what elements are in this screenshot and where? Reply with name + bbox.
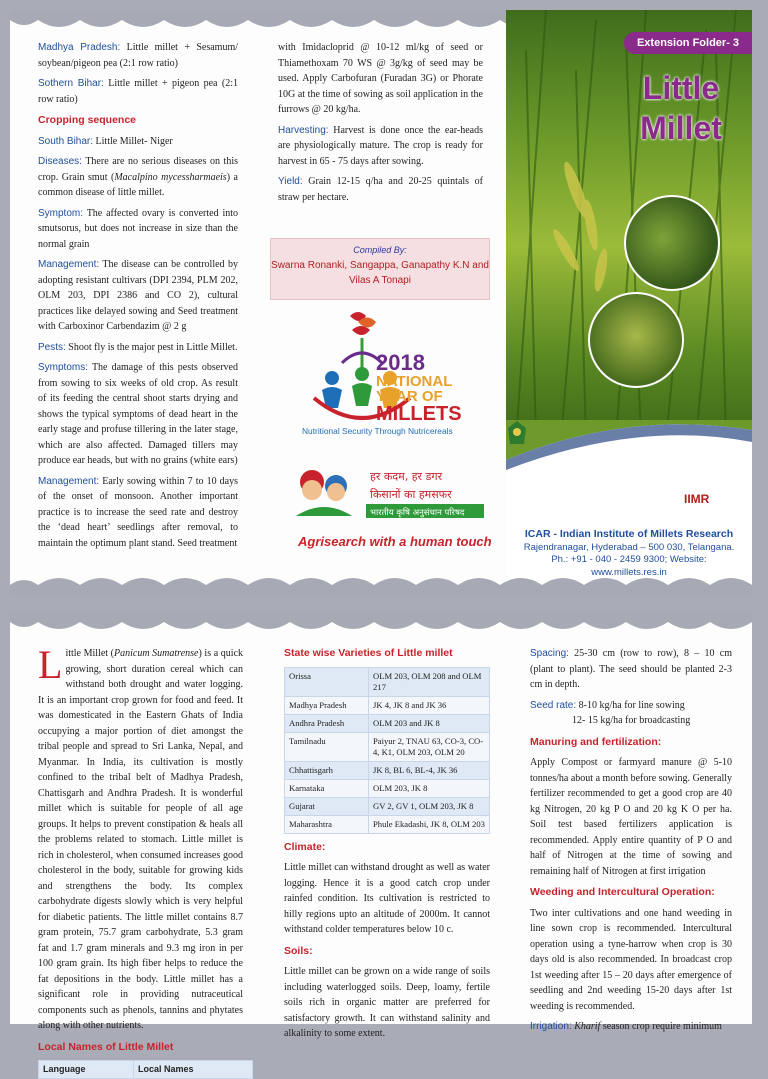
iimr-logo: IIMR: [684, 492, 710, 506]
table-row: [285, 667, 490, 696]
logo-year: 2018: [376, 350, 425, 375]
intro-italic: Panicum Sumatrense: [114, 648, 199, 659]
variety-names: JK 8, BL 6, BL-4, JK 36: [369, 761, 490, 779]
hindi-line-1: हर कदम, हर डगर: [370, 470, 443, 483]
table-row: [39, 1061, 253, 1079]
table-row: [285, 696, 490, 714]
label-madhya-pradesh: Madhya Pradesh:: [38, 42, 121, 53]
heading-weeding: Weeding and Intercultural Operation:: [530, 886, 715, 898]
variety-names: OLM 203, OLM 208 and OLM 217: [369, 667, 490, 696]
variety-state: Maharashtra: [285, 815, 369, 833]
text-soils: Little millet can be grown on a wide range of soils including waterlogged soils. Deep, loamy, fertile soils rich in organic matter are preferred for satisfactory growth. It can withstand salinity and alkalinity to some extent.: [284, 966, 490, 1039]
variety-names: JK 4, JK 8 and JK 36: [369, 696, 490, 714]
table-row: [285, 797, 490, 815]
compilers-names: Swarna Ronanki, Sangappa, Ganapathy K.N and Vilas A Tonapi: [271, 260, 489, 286]
institute-website[interactable]: www.millets.res.in: [591, 566, 667, 578]
text-spacing: 25-30 cm (row to row), 8 – 10 cm (plant to plant). The seed should be planted 2-3 cm in depth.: [530, 648, 732, 690]
national-year-of-millets-logo: [292, 308, 482, 438]
label-management-2: Management:: [38, 475, 100, 487]
text-climate: Little millet can withstand drought as well as water logging. Hence it is a good catch crop under rainfed condition. Its cultivation is restricted to hilly regions upto an altitude of 2000m. It cannot withstand colder temperatures below 10 c.: [284, 862, 490, 935]
variety-state: Tamilnadu: [285, 732, 369, 761]
text-symptoms: The damage of this pests observed from sowing to six weeks of old crop. As result of its feeding the central shoot starts drying and shows the typical symptoms of dead heart in the early stage and profuse tillering in the later stage, which are also affected. Damaged tillers may produce ear heads, but with no grains (white ears): [38, 362, 238, 466]
heading-manuring: Manuring and fertilization:: [530, 735, 662, 748]
heading-soils: Soils:: [284, 944, 313, 957]
label-management: Management:: [38, 259, 100, 270]
local-names-table: [38, 1060, 253, 1079]
icar-emblem-icon: [506, 420, 528, 446]
variety-state: Orissa: [285, 667, 369, 696]
label-diseases: Diseases:: [38, 156, 82, 167]
table-row: [285, 815, 490, 833]
text-seed-rate-2: 12- 15 kg/ha for broadcasting: [572, 715, 691, 726]
variety-state: Karnataka: [285, 779, 369, 797]
extension-folder-badge: Extension Folder- 3: [624, 32, 752, 54]
hindi-line-3: भारतीय कृषि अनुसंधान परिषद: [370, 508, 465, 518]
table-row: [285, 714, 490, 732]
label-spacing: Spacing:: [530, 648, 569, 659]
wave-border-top-inner: [10, 612, 752, 640]
icar-agrisearch-logo: [288, 460, 492, 560]
hindi-line-2: किसानों का हमसफर: [370, 488, 452, 501]
institute-name: ICAR - Indian Institute of Millets Research: [524, 528, 734, 540]
label-pests: Pests:: [38, 341, 66, 353]
cover-title: [616, 68, 746, 148]
table-row: [285, 779, 490, 797]
text-madhya-pradesh: Little millet + Sesamum/ soybean/pigeon pea (2:1 row ratio): [38, 42, 238, 69]
label-seed-rate: Seed rate:: [530, 699, 577, 711]
variety-names: OLM 203 and JK 8: [369, 714, 490, 732]
agrisearch-graphic: [288, 460, 492, 560]
local-col-names: Local Names: [133, 1061, 252, 1079]
heading-climate: Climate:: [284, 840, 326, 853]
logo-line3: MILLETS: [376, 403, 462, 425]
logo-line1: NATIONAL: [376, 373, 453, 390]
variety-names: Phule Ekadashi, JK 8, OLM 203: [369, 815, 490, 833]
text-yield: Grain 12-15 q/ha and 20-25 quintals of straw per hectare.: [278, 176, 483, 203]
text-irrigation-italic: Kharif: [571, 1021, 601, 1032]
compiled-by-box: [270, 238, 490, 300]
label-symptom: Symptom:: [38, 207, 84, 219]
heading-cropping-sequence: Cropping sequence: [38, 114, 137, 126]
text-diseases-2: ) a common disease of little millet.: [38, 171, 238, 198]
variety-state: Gujarat: [285, 797, 369, 815]
compiled-by-label: Compiled By:: [353, 245, 407, 255]
text-symptom: The affected ovary is converted into smutsorus, but does not increase in size than the normal grain: [38, 207, 238, 250]
label-south-bihar: South Bihar:: [38, 135, 94, 147]
text-south-bihar: Little Millet- Niger: [93, 135, 173, 147]
dropcap-letter: L: [38, 642, 63, 687]
bottom-column-2: [284, 646, 490, 1047]
label-southern-bihar: Sothern Bihar:: [38, 78, 104, 89]
wave-border-bottom: [10, 567, 752, 595]
text-management: The disease can be controlled by adopting resistant cultivars (DPI 2394, PLM 202, OLM 203, DPI 2386 and CO 2), cultural practices like delayed sowing and Seed treatment with Carboxinor Carbendazim @ 2 g: [38, 259, 238, 332]
millets-logo-graphic: [292, 308, 482, 438]
top-column-1: [38, 40, 238, 556]
variety-names: Paiyur 2, TNAU 63, CO-3, CO-4, K1, OLM 203, OLM 20: [369, 732, 490, 761]
variety-names: OLM 203, JK 8: [369, 779, 490, 797]
text-seed-rate-1: 8-10 kg/ha for line sowing: [576, 699, 685, 711]
text-southern-bihar: Little millet + pigeon pea (2:1 row ratio): [38, 78, 238, 105]
heading-local-names: Local Names of Little Millet: [38, 1040, 174, 1053]
inset-photo-2: [588, 292, 684, 388]
text-manuring: Apply Compost or farmyard manure @ 5-10 tonnes/ha about a month before sowing. Generally fertilizer recommended to get a good crop are 40 kg Nitrogen, 20 kg P O and 20 kg K O per ha. Soil test based fertilizers application is recommended. Apply entire quantity of P O and half of Nitrogen at the time of sowing and remaining half of Nitrogen at first irrigation: [530, 757, 732, 877]
agrisearch-tagline: Agrisearch with a human touch: [298, 534, 492, 549]
label-harvesting: Harvesting:: [278, 124, 329, 136]
bottom-column-1: [38, 642, 244, 1079]
logo-line2: YEAR OF: [376, 388, 443, 405]
variety-state: Andhra Pradesh: [285, 714, 369, 732]
text-weeding: Two inter cultivations and one hand weeding in line sown crop is recommended. Intercultural operation using a tyne-harrow when crop is 30 days old is also recommended. In broadcast crop 1st weeding after 15 – 20 days after emergence of seedling and 2nd weeding 15-20 days after 1st weeding is recommended.: [530, 907, 732, 1012]
table-row: [285, 761, 490, 779]
logo-tagline: Nutritional Security Through Nutricereals: [302, 426, 453, 436]
intro-text-1: ittle Millet (: [65, 648, 115, 659]
brochure-outer-sheet: [10, 10, 752, 595]
varieties-table: [284, 667, 490, 834]
variety-names: GV 2, GV 1, OLM 203, JK 8: [369, 797, 490, 815]
title-line-1: Little: [642, 70, 720, 106]
text-diseases-1: There are no serious diseases on this crop. Grain smut (: [38, 156, 238, 183]
variety-state: Madhya Pradesh: [285, 696, 369, 714]
local-col-language: Language: [39, 1061, 134, 1079]
text-irrigation: season crop require minimum: [600, 1021, 722, 1032]
brochure-inner-sheet: [10, 612, 752, 1074]
label-irrigation: Irrigation:: [530, 1021, 572, 1032]
heading-varieties: State wise Varieties of Little millet: [284, 647, 453, 659]
text-pests: Shoot fly is the major pest in Little Millet.: [65, 341, 238, 353]
table-row: [285, 732, 490, 761]
variety-state: Chhattisgarh: [285, 761, 369, 779]
inset-photo-1: [624, 195, 720, 291]
title-line-2: Millet: [640, 110, 722, 146]
cover-panel: [506, 10, 752, 595]
bottom-column-3: [530, 646, 732, 1040]
institute-phone: Ph.: +91 - 040 - 2459 9300; Website:: [551, 554, 707, 565]
text-harvesting: Harvest is done once the ear-heads are physiologically mature. The crop is ready for harvest in 65 - 75 days after sowing.: [278, 124, 483, 167]
top-column-2: [278, 40, 483, 210]
intro-text-2: ) is a quick growing, short duration cereal which can withstand both drought and water logging. It is an important crop grown for food and feed. It was domesticated in the Eastern Ghats of India occupying a major portion of diet amongst the tribal people and spread to Sri Lanka, Nepal, and Myanmar. In India, its cultivation is mostly confined to the tribal belt of Madhya Pradesh, Chattisgarh and Andhra Pradesh. It is wonderful millet which is suitable for people of all age groups. It helps to prevent constipation & heals all the problems related to stomach. Little millet is rich in cholesterol, when consumed increases good cholesterol in the body, suitable for growing kids and strengthens the body. Its complex carbohydrate digests slowly which is very helpful for diabetic patients. The little millet contains 8.7 gram protein, 75.7 gram carbohydrate, 5.3 gram fat and 1.7 gram minerals and 9.3 mg iron in per 100 gram grain. Its high fiber helps to reduce the fat depositions in the body. Little millet has a significant role in providing nutraceutical components such as phenols, tannins and phytates along with other nutrients.: [38, 648, 244, 1031]
institute-address: Rajendranagar, Hyderabad – 500 030, Telangana.: [523, 541, 735, 553]
cover-swoosh: [506, 420, 752, 480]
text-management-2: Early sowing within 7 to 10 days of the onset of monsoon. Another important practice is to increase the seed rate and destroy the ‘dead heart’ seedlings after removal, to maintain the optimum plant stand. Seed treatment: [38, 475, 238, 549]
label-symptoms: Symptoms:: [38, 362, 89, 373]
millet-field-photo: [506, 10, 752, 440]
label-yield: Yield:: [278, 176, 303, 187]
text-diseases-italic: Macalpino mycessharmaeis: [114, 171, 227, 183]
text-seed-treatment-continued: with Imidacloprid @ 10-12 ml/kg of seed or Thiamethoxam 70 WS @ 3g/kg of seed may be used. Apply Carbofuran (Furadan 3G) or Phorate 10G at the time of sowing as soil application in the furrows @ 20 kg/ha.: [278, 42, 483, 115]
